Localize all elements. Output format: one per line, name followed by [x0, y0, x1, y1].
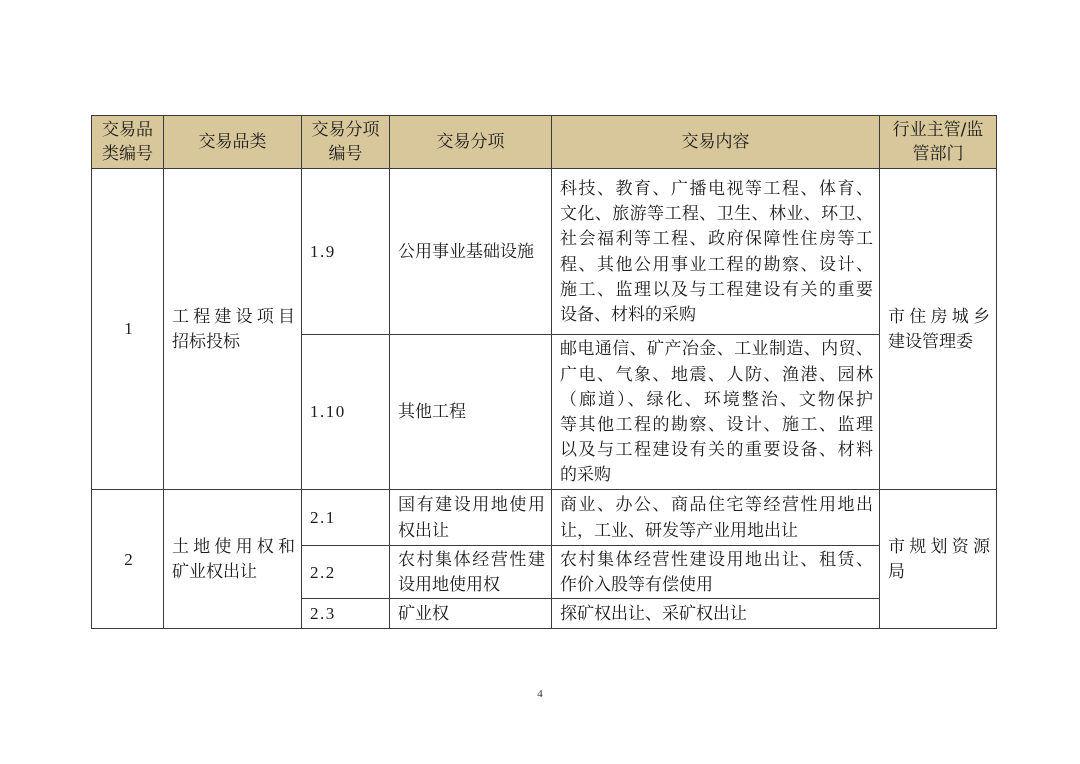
text-line: 招标投标	[172, 332, 240, 351]
table-body	[92, 169, 997, 629]
text-line: 邮电通信、矿产冶金、工业制造、内贸、	[560, 339, 873, 359]
item-code-cell: 2.3	[302, 599, 390, 629]
header-department: 行业主管/监 管部门	[880, 116, 997, 169]
text-line: 市住房城乡	[888, 306, 990, 326]
page-number: 4	[537, 688, 543, 700]
item-content-cell	[552, 335, 880, 490]
text-line: 的采购	[560, 465, 611, 485]
text-line: 文化、旅游等工程、卫生、林业、环卫、	[560, 204, 873, 224]
text-line: 矿业权	[398, 604, 449, 624]
text-line: 国有建设用地使用	[398, 495, 545, 515]
text-line: 农村集体经营性建	[398, 550, 545, 569]
item-content-cell	[552, 546, 880, 599]
text-line: 市规划资源	[888, 537, 990, 556]
header-category: 交易品类	[164, 116, 302, 169]
item-name-cell	[390, 335, 552, 490]
text-line: 其他工程	[398, 402, 466, 422]
text-line: 土地使用权和	[172, 537, 295, 556]
text-line: 设备、材料的采购	[560, 304, 696, 324]
item-content-cell	[552, 599, 880, 629]
text-line: 让，工业、研发等产业用地出让	[560, 520, 798, 540]
text-line: 局	[888, 562, 905, 582]
item-content-cell	[552, 490, 880, 546]
item-code-cell: 2.2	[302, 546, 390, 599]
text-line: 建设管理委	[888, 332, 973, 351]
text-line: 权出让	[398, 520, 449, 540]
text-line: 以及与工程建设有关的重要设备、材料	[560, 440, 873, 460]
text-line: 农村集体经营性建设用地出让、租赁、	[560, 550, 873, 569]
item-content-cell	[552, 169, 880, 335]
header-content: 交易内容	[552, 116, 880, 169]
text-line: 程、其他公用事业工程的勘察、设计、	[560, 254, 873, 274]
department-cell	[880, 490, 997, 629]
text-line: 社会福利等工程、政府保障性住房等工	[560, 229, 873, 249]
text-line: 探矿权出让、采矿权出让	[560, 604, 747, 624]
text-line: 作价入股等有偿使用	[560, 575, 713, 595]
category-code-cell: 1	[92, 169, 164, 490]
text-line: 商业、办公、商品住宅等经营性用地出	[560, 495, 873, 515]
text-line: 施工、监理以及与工程建设有关的重要	[560, 279, 873, 299]
text-line: 等其他工程的勘察、设计、施工、监理	[560, 415, 873, 434]
table-row	[92, 490, 997, 546]
item-name-cell	[390, 169, 552, 335]
text-line: 设用地使用权	[398, 575, 500, 595]
text-line: 矿业权出让	[172, 562, 257, 582]
header-item: 交易分项	[390, 116, 552, 169]
item-name-cell	[390, 599, 552, 629]
text-line: 公用事业基础设施	[398, 241, 534, 261]
category-code-cell: 2	[92, 490, 164, 629]
category-name-cell	[164, 169, 302, 490]
text-line: 科技、教育、广播电视等工程、体育、	[560, 178, 873, 198]
item-name-cell	[390, 490, 552, 546]
item-code-cell: 1.9	[302, 169, 390, 335]
table-row	[92, 169, 997, 335]
department-cell	[880, 169, 997, 490]
text-line: 广电、气象、地震、人防、渔港、园林	[560, 364, 873, 384]
text-line: 工程建设项目	[172, 306, 295, 326]
header-item-code: 交易分项 编号	[302, 116, 390, 169]
item-name-cell	[390, 546, 552, 599]
item-code-cell: 2.1	[302, 490, 390, 546]
trading-catalog-table	[91, 115, 997, 629]
category-name-cell	[164, 490, 302, 629]
header-category-code: 交易品 类编号	[92, 116, 164, 169]
item-code-cell: 1.10	[302, 335, 390, 490]
text-line: （廊道）、绿化、环境整治、文物保护	[560, 389, 873, 409]
table-header-row	[92, 116, 997, 169]
table-header	[92, 116, 997, 169]
